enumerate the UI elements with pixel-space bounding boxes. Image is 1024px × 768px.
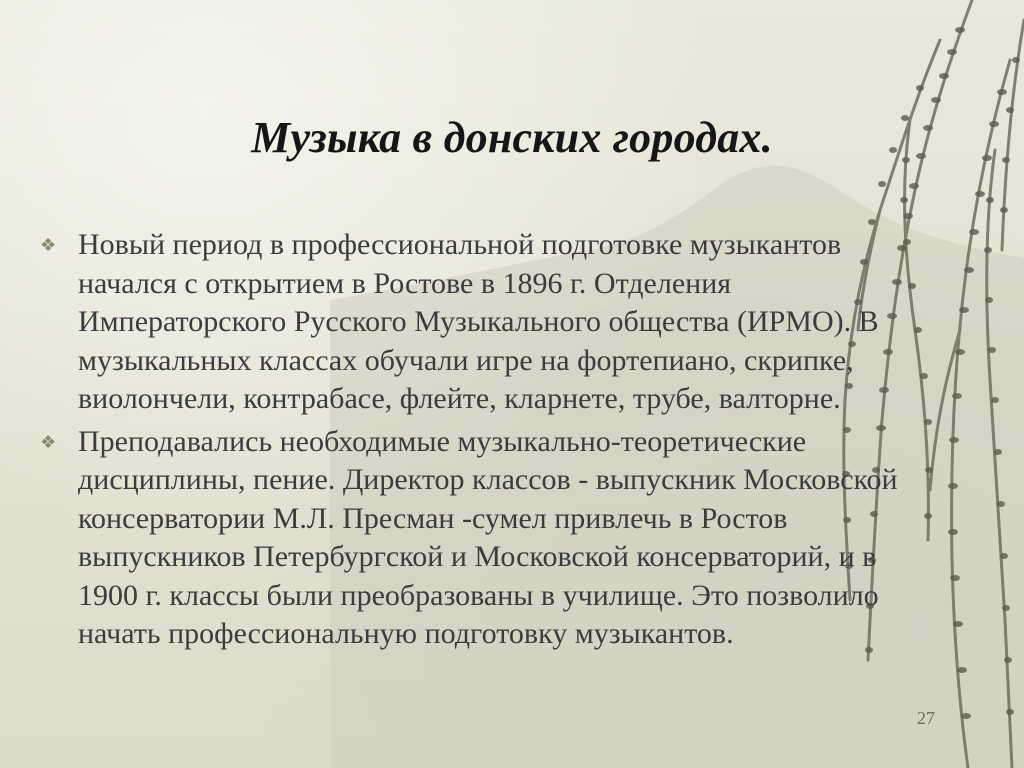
diamond-bullet-icon: ❖: [40, 235, 57, 255]
page-number: 27: [917, 708, 935, 728]
slide-title: Музыка в донских городах.: [251, 113, 773, 162]
bullet-item: [36, 226, 916, 419]
bullet-list: [36, 226, 916, 658]
bullet-text: Новый период в профессиональной подготовке музыкантов начался с открытием в Ростове в 1896 г. Отделения Императорского Русского Музыкального общества (ИРМО). В музыкальных классах обучали игре на фортепиано, скрипке, виолончели, контрабасе, флейте, кларнете, трубе, валторне.: [78, 228, 879, 415]
bullet-text: Преподавались необходимые музыкально-теоретические дисциплины, пение. Директор классов - выпускник Московской консерватории М.Л. Пресман -сумел привлечь в Ростов выпускников Петербургской и Московской консерваторий, и в 1900 г. классы были преобразованы в училище. Это позволило начать профессиональную подготовку музыкантов.: [78, 424, 898, 650]
diamond-bullet-icon: ❖: [40, 431, 57, 452]
bullet-item: [36, 423, 916, 654]
